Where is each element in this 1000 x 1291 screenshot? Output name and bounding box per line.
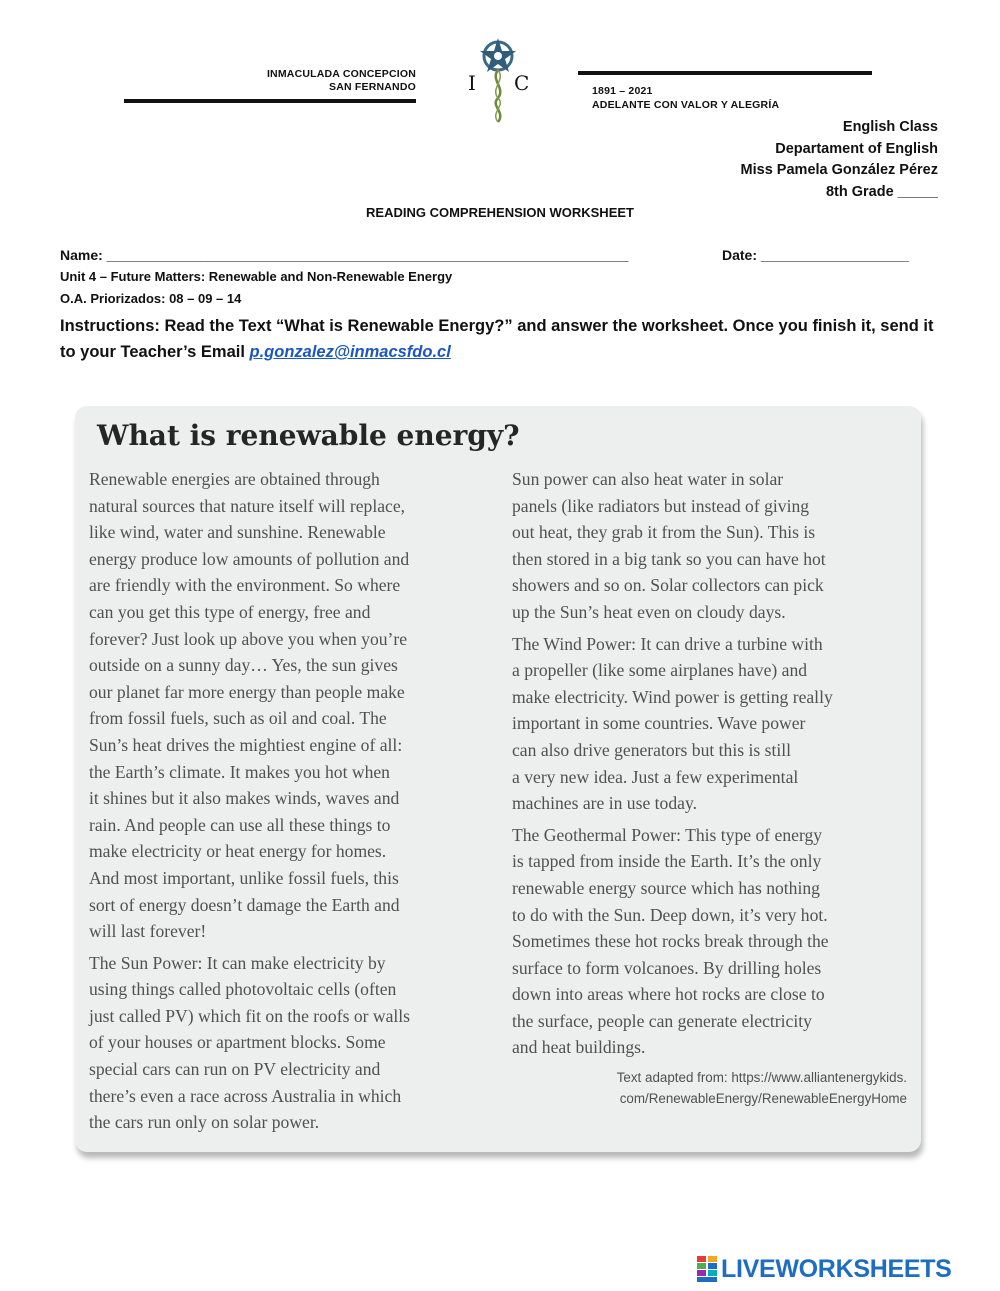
paragraph-sun-power: The Sun Power: It can make electricity by using things called photovoltaic cells (often just called PV) which fit on the roofs or walls of your houses or apartment blocks. Some special cars can run on PV electricity and there’s even a race across Australia in which the cars run only on solar power. — [89, 952, 411, 1133]
header-rule-right — [578, 71, 872, 75]
school-logo-icon — [462, 34, 534, 126]
paragraph-geothermal-power: The Geothermal Power: This type of energy is tapped from inside the Earth. It’s the only renewable energy source which has nothing to do with the Sun. Deep down, it’s very hot. Sometimes these hot rocks break through the surface to form volcanoes. By drilling holes down into areas where hot rocks are close to the surface, people can generate electricity and heat buildings. — [512, 824, 829, 1058]
date-field[interactable]: Date: ___________________ — [722, 247, 909, 263]
grade-field[interactable]: 8th Grade _____ — [825, 183, 938, 200]
class-info — [741, 117, 938, 203]
oa-heading: O.A. Priorizados: 08 – 09 – 14 — [60, 291, 242, 306]
class-name: English Class — [842, 119, 938, 135]
instructions-text: Instructions: Read the Text “What is Renewable Energy?” and answer the worksheet. Once you finish it, send it to your Teacher’s Email — [60, 317, 934, 361]
years-range: 1891 – 2021 — [592, 85, 653, 97]
liveworksheets-logo-icon — [697, 1256, 717, 1282]
unit-heading: Unit 4 – Future Matters: Renewable and Non-Renewable Energy — [60, 269, 453, 284]
instructions — [60, 313, 950, 365]
school-years — [592, 84, 779, 112]
reading-title: What is renewable energy? — [97, 419, 520, 452]
school-name-line1: INMACULADA CONCEPCION — [266, 68, 416, 80]
logo-letter-left: I — [468, 71, 476, 95]
reading-column-left — [89, 466, 489, 1141]
department-name: Departament of English — [775, 140, 938, 157]
paragraph-solar-panels: Sun power can also heat water in solar panels (like radiators but instead of giving out heat, they grab it from the Sun). This is then stored in a big tank so you can have hot showers and so on. Solar collectors can pick up the Sun’s heat even on cloudy days. — [512, 469, 826, 622]
header-rule-left — [124, 99, 416, 103]
worksheet-title: READING COMPREHENSION WORKSHEET — [366, 205, 634, 220]
brand-name[interactable]: LIVEWORKSHEETS — [721, 1255, 952, 1283]
reading-column-right — [512, 466, 912, 1109]
logo-letter-right: C — [514, 71, 530, 95]
school-name-line2: SAN FERNANDO — [329, 81, 416, 93]
paragraph-wind-power: The Wind Power: It can drive a turbine with a propeller (like some airplanes have) and make electricity. Wind power is getting really important in some countries. Wave power can also drive generators but this is still a very new idea. Just a few experimental machines are in use today. — [512, 633, 833, 814]
paragraph-intro: Renewable energies are obtained through natural sources that nature itself will replace, like wind, water and sunshine. Renewable energy produce low amounts of pollution and are friendly with the environment. So where can you get this type of energy, free and forever? Just look up above you when you’re outside on a sunny day… Yes, the sun gives our planet far more energy than people make from fossil fuels, such as oil and coal. The Sun’s heat drives the mightiest engine of all: the Earth’s climate. It makes you hot when it shines but it also makes winds, waves and rain. And people can use all these things to make electricity or heat energy for homes. And most important, unlike fossil fuels, this sort of energy doesn’t damage the Earth and will last forever! — [89, 469, 410, 942]
teacher-email-link[interactable]: p.gonzalez@inmacsfdo.cl — [249, 343, 451, 361]
school-name — [200, 68, 416, 94]
name-field[interactable]: Name: ___________________________________________________________________ — [60, 247, 629, 263]
teacher-name: Miss Pamela González Pérez — [740, 162, 938, 178]
source-citation: Text adapted from: https://www.alliantenergykids. com/RenewableEnergy/RenewableEnergyHome — [616, 1070, 907, 1107]
school-motto: ADELANTE CON VALOR Y ALEGRÍA — [592, 99, 780, 111]
